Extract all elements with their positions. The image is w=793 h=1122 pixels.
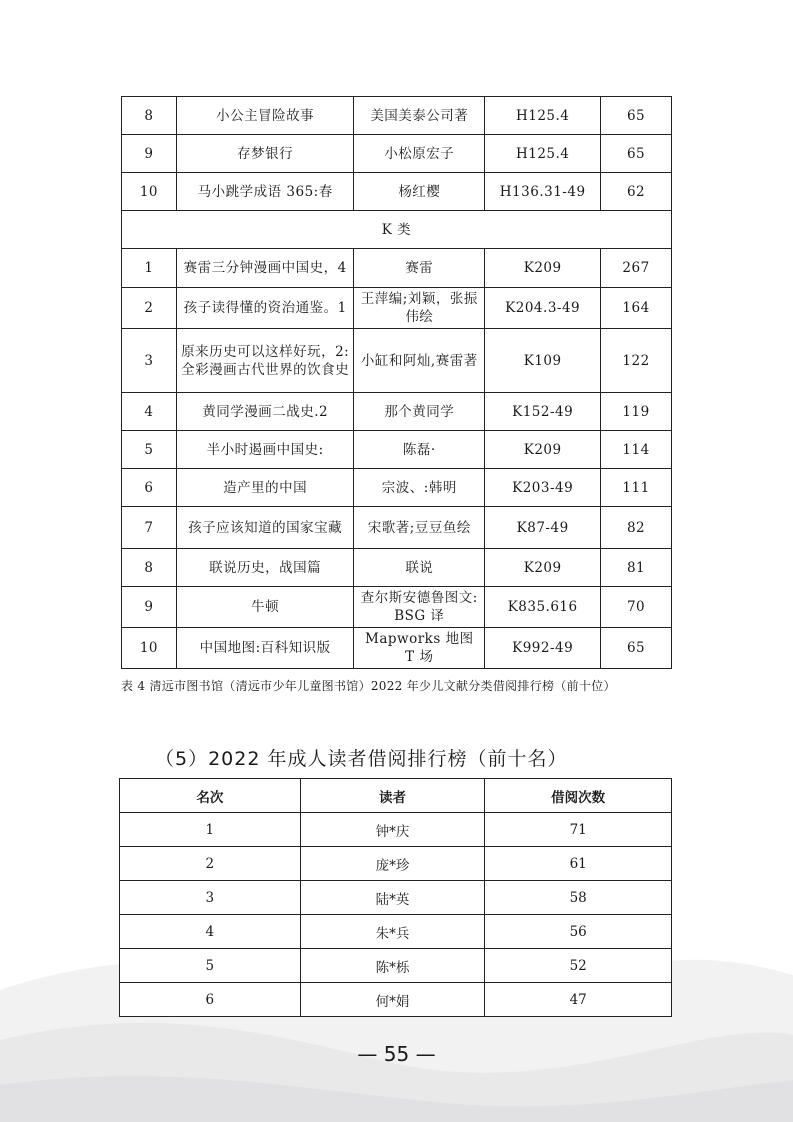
callno-cell: H136.31-49 xyxy=(485,173,601,211)
callno-cell: K152-49 xyxy=(485,393,601,431)
count-cell: 111 xyxy=(601,469,672,507)
author-cell: 小松原宏子 xyxy=(354,135,485,173)
author-cell: 宗波、:韩明 xyxy=(354,469,485,507)
table-row xyxy=(120,983,672,1017)
reader-cell: 庞*珍 xyxy=(300,847,485,881)
title-cell: 赛雷三分钟漫画中国史，4 xyxy=(176,249,354,288)
author-cell: 王萍编;刘颖，张振伟绘 xyxy=(354,288,485,329)
table-row xyxy=(122,507,672,549)
table-row xyxy=(122,549,672,587)
author-cell: 陈磊· xyxy=(354,431,485,469)
header-reader: 读者 xyxy=(300,779,485,813)
author-cell: 那个黄同学 xyxy=(354,393,485,431)
rank-cell: 3 xyxy=(122,329,177,393)
callno-cell: K209 xyxy=(485,549,601,587)
rank-cell: 9 xyxy=(122,135,177,173)
table-row xyxy=(122,431,672,469)
author-cell: Mapworks 地图 T 场 xyxy=(354,628,485,669)
count-cell: 267 xyxy=(601,249,672,288)
rank-cell: 6 xyxy=(122,469,177,507)
count-cell: 70 xyxy=(601,587,672,628)
page-number: — 55 — xyxy=(357,1042,436,1066)
reader-cell: 陆*英 xyxy=(300,881,485,915)
count-cell: 56 xyxy=(485,915,672,949)
rank-cell: 10 xyxy=(122,628,177,669)
count-cell: 65 xyxy=(601,135,672,173)
rank-cell: 5 xyxy=(120,949,301,983)
adult-reader-ranking-table xyxy=(119,778,672,1017)
section-row xyxy=(122,211,672,249)
table-row xyxy=(122,469,672,507)
callno-cell: K835.616 xyxy=(485,587,601,628)
count-cell: 122 xyxy=(601,329,672,393)
callno-cell: K209 xyxy=(485,249,601,288)
rank-cell: 1 xyxy=(120,813,301,847)
header-rank: 名次 xyxy=(120,779,301,813)
table-row xyxy=(120,847,672,881)
count-cell: 164 xyxy=(601,288,672,329)
count-cell: 58 xyxy=(485,881,672,915)
table-row xyxy=(122,135,672,173)
rank-cell: 6 xyxy=(120,983,301,1017)
count-cell: 114 xyxy=(601,431,672,469)
callno-cell: H125.4 xyxy=(485,135,601,173)
table-header-row xyxy=(120,779,672,813)
reader-cell: 钟*庆 xyxy=(300,813,485,847)
author-cell: 小缸和阿灿,赛雷著 xyxy=(354,329,485,393)
table-row xyxy=(120,813,672,847)
title-cell: 小公主冒险故事 xyxy=(176,97,354,135)
author-cell: 联说 xyxy=(354,549,485,587)
title-cell: 孩子读得懂的资治通鉴。1 xyxy=(176,288,354,329)
table-row xyxy=(120,915,672,949)
title-cell: 孩子应该知道的国家宝藏 xyxy=(176,507,354,549)
rank-cell: 1 xyxy=(122,249,177,288)
count-cell: 61 xyxy=(485,847,672,881)
title-cell: 联说历史，战国篇 xyxy=(176,549,354,587)
title-cell: 中国地图:百科知识版 xyxy=(176,628,354,669)
count-cell: 119 xyxy=(601,393,672,431)
table-row xyxy=(122,329,672,393)
count-cell: 47 xyxy=(485,983,672,1017)
count-cell: 62 xyxy=(601,173,672,211)
section-k-label: K 类 xyxy=(122,211,672,249)
table-row xyxy=(120,949,672,983)
table-caption: 表 4 清远市图书馆（清远市少年儿童图书馆）2022 年少儿文献分类借阅排行榜（前十位） xyxy=(121,679,616,693)
count-cell: 65 xyxy=(601,97,672,135)
rank-cell: 2 xyxy=(122,288,177,329)
rank-cell: 8 xyxy=(122,97,177,135)
rank-cell: 7 xyxy=(122,507,177,549)
reader-cell: 陈*栎 xyxy=(300,949,485,983)
table-row xyxy=(122,628,672,669)
callno-cell: K87-49 xyxy=(485,507,601,549)
callno-cell: K204.3-49 xyxy=(485,288,601,329)
title-cell: 半小时遏画中国史: xyxy=(176,431,354,469)
table-row xyxy=(120,881,672,915)
count-cell: 81 xyxy=(601,549,672,587)
rank-cell: 3 xyxy=(120,881,301,915)
callno-cell: H125.4 xyxy=(485,97,601,135)
title-cell: 黄同学漫画二战史.2 xyxy=(176,393,354,431)
count-cell: 65 xyxy=(601,628,672,669)
callno-cell: K109 xyxy=(485,329,601,393)
callno-cell: K203-49 xyxy=(485,469,601,507)
author-cell: 赛雷 xyxy=(354,249,485,288)
title-cell: 牛顿 xyxy=(176,587,354,628)
rank-cell: 4 xyxy=(120,915,301,949)
author-cell: 杨红樱 xyxy=(354,173,485,211)
table-row xyxy=(122,173,672,211)
reader-cell: 何*娟 xyxy=(300,983,485,1017)
rank-cell: 10 xyxy=(122,173,177,211)
table-row xyxy=(122,249,672,288)
title-cell: 存梦银行 xyxy=(176,135,354,173)
callno-cell: K209 xyxy=(485,431,601,469)
count-cell: 71 xyxy=(485,813,672,847)
table-row xyxy=(122,393,672,431)
count-cell: 82 xyxy=(601,507,672,549)
title-cell: 马小跳学成语 365:春 xyxy=(176,173,354,211)
section-title: （5）2022 年成人读者借阅排行榜（前十名） xyxy=(155,748,568,770)
title-cell: 原来历史可以这样好玩，2:全彩漫画古代世界的饮食史 xyxy=(176,329,354,393)
author-cell: 美国美泰公司著 xyxy=(354,97,485,135)
children-literature-ranking-table xyxy=(121,96,672,669)
reader-cell: 朱*兵 xyxy=(300,915,485,949)
table-row xyxy=(122,97,672,135)
rank-cell: 5 xyxy=(122,431,177,469)
table-row xyxy=(122,587,672,628)
header-count: 借阅次数 xyxy=(485,779,672,813)
rank-cell: 4 xyxy=(122,393,177,431)
title-cell: 造产里的中国 xyxy=(176,469,354,507)
table-row xyxy=(122,288,672,329)
callno-cell: K992-49 xyxy=(485,628,601,669)
rank-cell: 9 xyxy=(122,587,177,628)
rank-cell: 8 xyxy=(122,549,177,587)
author-cell: 宋歌著;豆豆鱼绘 xyxy=(354,507,485,549)
count-cell: 52 xyxy=(485,949,672,983)
author-cell: 查尔斯安德鲁图文: BSG 译 xyxy=(354,587,485,628)
rank-cell: 2 xyxy=(120,847,301,881)
